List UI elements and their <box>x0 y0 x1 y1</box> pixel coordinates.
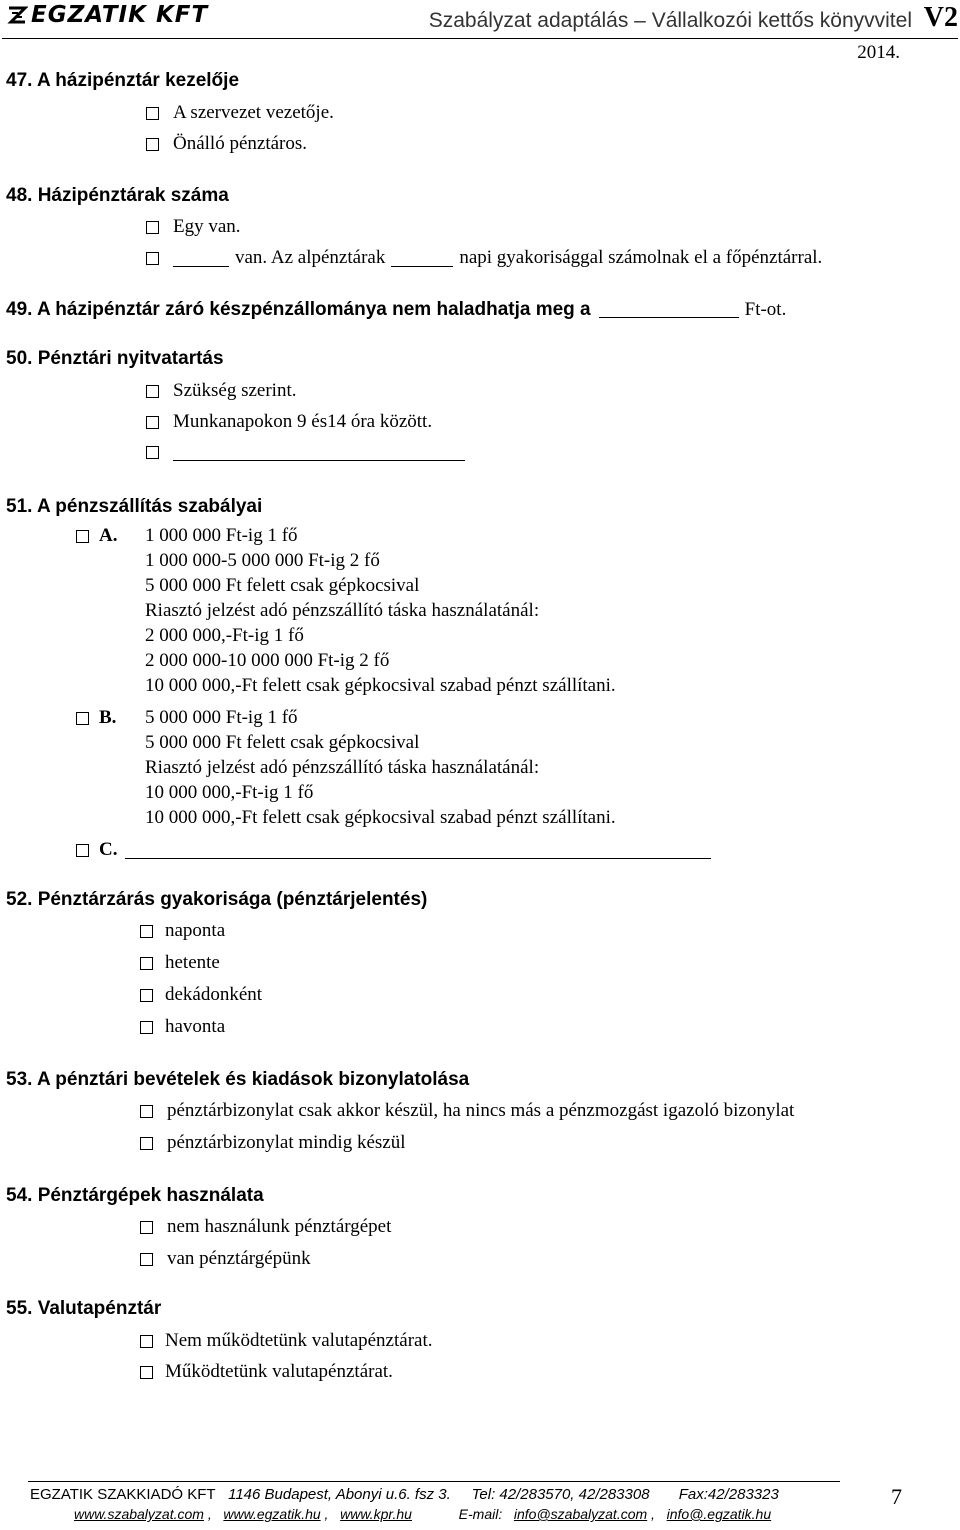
q54-option-1[interactable]: nem használunk pénztárgépet <box>140 1216 391 1238</box>
header-divider <box>2 38 958 39</box>
checkbox[interactable] <box>146 221 159 234</box>
q50-option-1[interactable]: Szükség szerint. <box>146 380 296 402</box>
q55-option-1[interactable]: Nem működtetünk valutapénztárat. <box>140 1330 433 1352</box>
checkbox[interactable] <box>140 1221 153 1234</box>
q53-option-1[interactable]: pénztárbizonylat csak akkor készül, ha nincs más a pénzmozgást igazoló bizonylat <box>140 1100 794 1122</box>
link-email-szabalyzat[interactable]: info@szabalyzat.com <box>513 1506 648 1522</box>
q52-option-3[interactable]: dekádonként <box>140 984 262 1006</box>
checkbox[interactable] <box>140 1335 153 1348</box>
company-logo <box>6 2 208 28</box>
checkbox[interactable] <box>140 1253 153 1266</box>
q47-option-1[interactable]: A szervezet vezetője. <box>146 102 334 124</box>
q54-option-2[interactable]: van pénztárgépünk <box>140 1248 311 1270</box>
checkbox[interactable] <box>140 989 153 1002</box>
q52-option-1[interactable]: naponta <box>140 920 225 942</box>
page-number: 7 <box>891 1484 902 1509</box>
q50-option-2[interactable]: Munkanapokon 9 és14 óra között. <box>146 411 432 433</box>
link-szabalyzat[interactable]: www.szabalyzat.com <box>74 1506 204 1522</box>
logo-icon <box>6 4 28 26</box>
link-kpr[interactable]: www.kpr.hu <box>340 1506 412 1522</box>
question-53-title: 53. A pénztári bevételek és kiadások bizonylatolása <box>6 1069 470 1090</box>
fill-blank-count[interactable] <box>173 249 229 267</box>
header-year: 2014. <box>857 42 900 63</box>
checkbox[interactable] <box>146 107 159 120</box>
q53-option-2[interactable]: pénztárbizonylat mindig készül <box>140 1132 405 1154</box>
fill-blank-other[interactable] <box>125 841 711 859</box>
q51-a-line: Riasztó jelzést adó pénzszállító táska használatánál: <box>145 600 540 621</box>
checkbox[interactable] <box>140 1366 153 1379</box>
checkbox[interactable] <box>146 138 159 151</box>
q51-b-line: Riasztó jelzést adó pénzszállító táska használatánál: <box>145 757 540 778</box>
footer-email-label: E-mail: <box>458 1506 503 1522</box>
checkbox[interactable] <box>76 712 89 725</box>
question-49: 49. A házipénztár záró készpénzállománya nem haladhatja meg a Ft-ot. <box>6 299 787 320</box>
footer-divider <box>28 1481 840 1482</box>
checkbox[interactable] <box>140 1021 153 1034</box>
q51-a-line: 2 000 000,-Ft-ig 1 fő <box>145 625 304 646</box>
link-email-egzatik[interactable]: info@.egzatik.hu <box>666 1506 772 1522</box>
checkbox[interactable] <box>76 844 89 857</box>
q55-option-2[interactable]: Működtetünk valutapénztárat. <box>140 1361 393 1383</box>
q51-option-a[interactable]: A. <box>76 525 117 547</box>
fill-blank-hours[interactable] <box>173 443 465 461</box>
q47-option-2[interactable]: Önálló pénztáros. <box>146 133 307 155</box>
checkbox[interactable] <box>140 925 153 938</box>
logo-text: EGZATIK KFT <box>31 2 209 28</box>
question-48-title: 48. Házipénztárak száma <box>6 185 229 206</box>
checkbox[interactable] <box>140 1137 153 1150</box>
q51-b-line: 5 000 000 Ft felett csak gépkocsival <box>145 732 420 753</box>
link-egzatik[interactable]: www.egzatik.hu <box>223 1506 321 1522</box>
q51-option-b[interactable]: B. <box>76 707 116 729</box>
fill-blank-frequency[interactable] <box>391 249 453 267</box>
q51-a-line: 1 000 000 Ft-ig 1 fő <box>145 525 298 546</box>
q48-option-2[interactable]: van. Az alpénztárak napi gyakorisággal számolnak el a főpénztárral. <box>146 247 822 269</box>
footer-tel: Tel: 42/283570, 42/283308 <box>471 1486 650 1503</box>
checkbox[interactable] <box>140 1105 153 1118</box>
question-52-title: 52. Pénztárzárás gyakorisága (pénztárjelentés) <box>6 889 428 910</box>
question-51-title: 51. A pénzszállítás szabályai <box>6 496 263 517</box>
question-50-title: 50. Pénztári nyitvatartás <box>6 348 224 369</box>
header-title: Szabályzat adaptálás – Vállalkozói kettős könyvvitel <box>428 9 912 32</box>
q51-a-line: 10 000 000,-Ft felett csak gépkocsival szabad pénzt szállítani. <box>145 675 616 696</box>
question-54-title: 54. Pénztárgépek használata <box>6 1185 264 1206</box>
checkbox[interactable] <box>146 385 159 398</box>
footer-links-line: www.szabalyzat.com , www.egzatik.hu , www.kpr.hu E-mail: info@szabalyzat.com , info@.egzatik.hu <box>74 1506 772 1522</box>
q52-option-4[interactable]: havonta <box>140 1016 225 1038</box>
q51-b-line: 5 000 000 Ft-ig 1 fő <box>145 707 298 728</box>
header-version: V2 <box>923 2 958 33</box>
q52-option-2[interactable]: hetente <box>140 952 220 974</box>
checkbox[interactable] <box>146 446 159 459</box>
fill-blank-amount[interactable] <box>599 300 739 318</box>
footer-company: EGZATIK SZAKKIADÓ KFT <box>30 1486 216 1503</box>
checkbox[interactable] <box>146 416 159 429</box>
footer-contact-line <box>30 1486 779 1503</box>
q51-option-c[interactable]: C. <box>76 839 711 861</box>
checkbox[interactable] <box>146 252 159 265</box>
q48-option-1[interactable]: Egy van. <box>146 216 241 238</box>
q51-a-line: 1 000 000-5 000 000 Ft-ig 2 fő <box>145 550 380 571</box>
q51-b-line: 10 000 000,-Ft felett csak gépkocsival szabad pénzt szállítani. <box>145 807 616 828</box>
q51-a-line: 2 000 000-10 000 000 Ft-ig 2 fő <box>145 650 390 671</box>
checkbox[interactable] <box>140 957 153 970</box>
q50-option-3[interactable] <box>146 443 465 461</box>
question-55-title: 55. Valutapénztár <box>6 1298 162 1319</box>
footer-fax: Fax:42/283323 <box>678 1486 779 1503</box>
footer-address: 1146 Budapest, Abonyi u.6. fsz 3. <box>228 1486 451 1503</box>
q51-a-line: 5 000 000 Ft felett csak gépkocsival <box>145 575 420 596</box>
checkbox[interactable] <box>76 530 89 543</box>
q51-b-line: 10 000 000,-Ft-ig 1 fő <box>145 782 314 803</box>
question-47-title: 47. A házipénztár kezelője <box>6 70 240 91</box>
